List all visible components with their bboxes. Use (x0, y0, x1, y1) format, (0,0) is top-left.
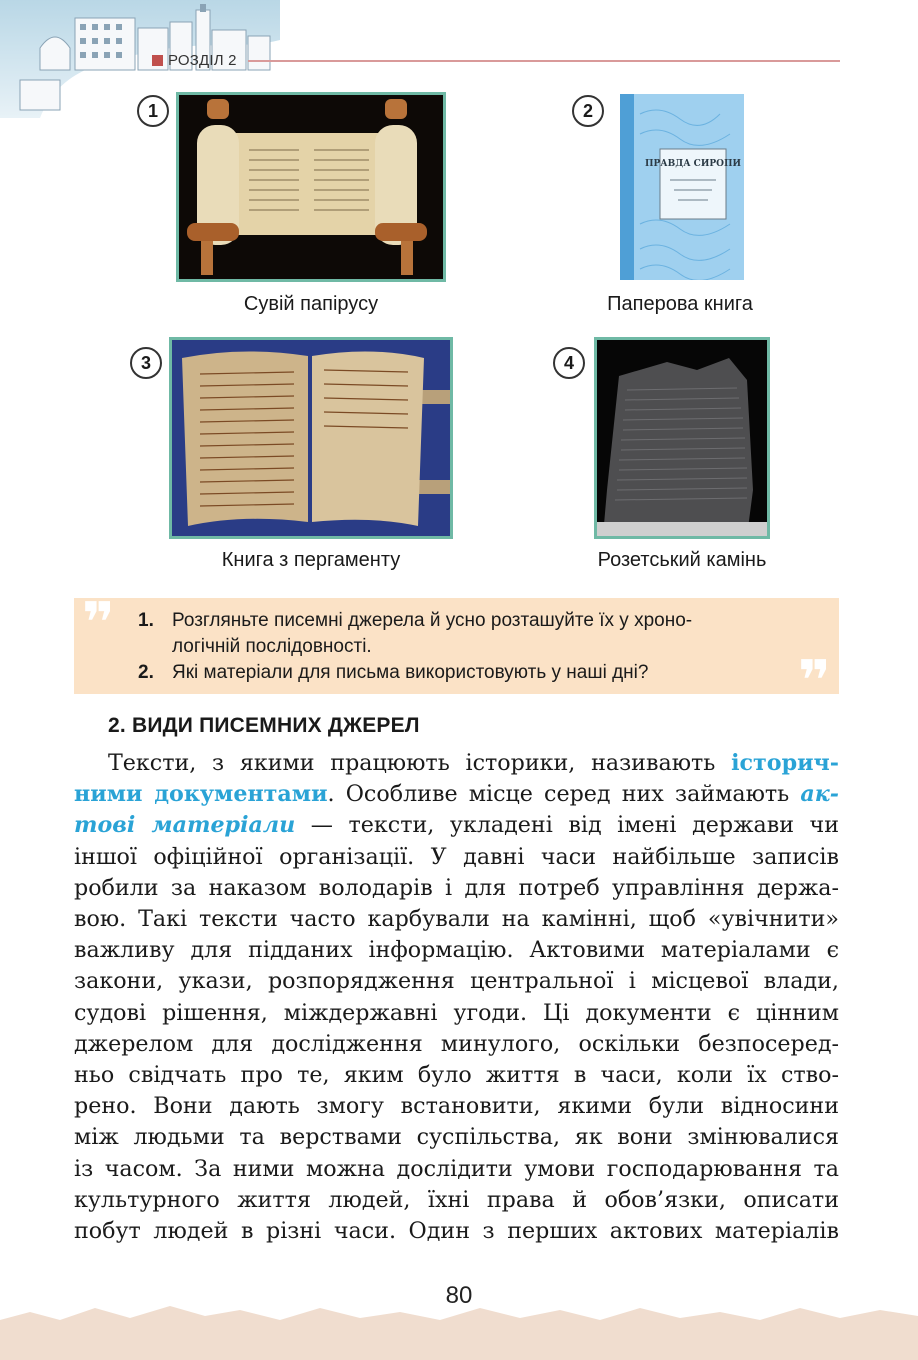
body-line: Тексти, з якими працюють історики, називають історич- (108, 750, 839, 776)
stone-image (597, 340, 767, 536)
term-historical-documents: історич- (731, 750, 839, 776)
term-act-materials: ак- (800, 781, 839, 808)
body-line: побут людей в різні часи. Один з перших актових матеріалів (74, 1218, 839, 1245)
questions-list (138, 608, 818, 686)
body-line: робили за наказом володарів і для потреб управління держа- (74, 874, 839, 901)
book-cover-text: ПРАВДА СИРОПИ (645, 159, 741, 169)
figure-number-2: 2 (572, 95, 604, 127)
figure-number-3: 3 (130, 347, 162, 379)
figure-caption-2: Паперова книга (607, 293, 753, 315)
section-heading: 2. ВИДИ ПИСЕМНИХ ДЖЕРЕЛ (108, 714, 420, 737)
section-square-icon (152, 55, 163, 66)
body-line: ними документами. Особливе місце серед них займають ак- (74, 781, 839, 808)
body-line: ньо свідчать про те, яким було життя в часи, коли їх ство- (74, 1062, 839, 1089)
header-rule (248, 60, 840, 62)
figure-caption-3: Книга з пергаменту (221, 549, 401, 571)
section-label (152, 52, 237, 69)
figure-number-4: 4 (553, 347, 585, 379)
open-quote-icon: ❞ (82, 591, 115, 656)
book-image (620, 94, 744, 280)
body-line: рено. Вони дають змогу встановити, якими були відносини (74, 1093, 839, 1120)
body-line: іншої офіційної організації. У давні часи найбільше записів (74, 843, 839, 870)
body-line: із часом. За ними можна дослідити умови господарювання та (74, 1155, 839, 1182)
body-line: судові рішення, міждержавні угоди. Ці документи є цінним (74, 999, 839, 1026)
section-label-text: РОЗДІЛ 2 (168, 52, 237, 69)
close-quote-icon: ❞ (798, 649, 831, 714)
question-item: 2. Які матеріали для письма використовують у наші дні? (138, 662, 649, 683)
body-line: культурного життя людей, їхні права й обов’язки, описати (74, 1186, 839, 1213)
figure-caption-4: Розетський камінь (597, 549, 767, 571)
figure-number-1: 1 (137, 95, 169, 127)
page-number: 80 (445, 1282, 473, 1309)
body-line: закони, укази, розпорядження центральної і місцевої влади, (74, 968, 839, 995)
body-line: вою. Такі тексти часто карбували на камінні, щоб «увічнити» (74, 906, 839, 933)
scroll-image (179, 95, 443, 279)
figure-caption-1: Сувій папірусу (243, 293, 379, 315)
body-line: важливу для підданих інформацію. Актовими матеріалами є (74, 937, 839, 964)
question-item: 1. Розгляньте писемні джерела й усно розташуйте їх у хроно- логічній послідовності. (138, 610, 693, 657)
body-text (74, 748, 839, 1247)
footer-decoration (0, 1290, 918, 1360)
body-line: джерелом для дослідження минулого, оскільки безпосеред- (74, 1030, 839, 1057)
body-line: між людьми та верствами суспільства, як вони змінювалися (74, 1124, 839, 1151)
parchment-image (172, 340, 450, 536)
body-line: тові матеріали — тексти, укладені від імені держави чи (74, 812, 839, 839)
